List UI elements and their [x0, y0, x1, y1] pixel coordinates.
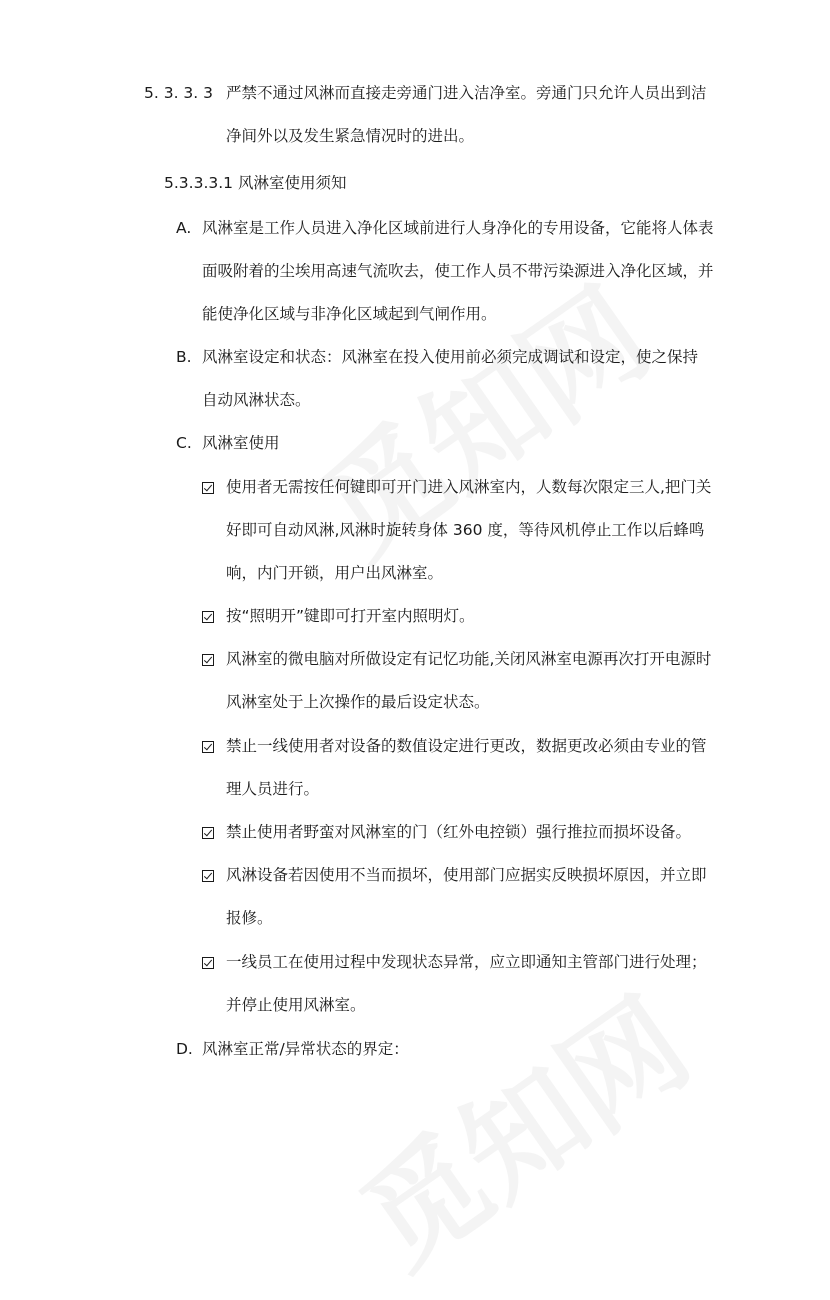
section-5333-line-1: 严禁不通过风淋而直接走旁通门进入洁净室。旁通门只允许人员出到洁: [226, 84, 707, 102]
check-7-line-1: 一线员工在使用过程中发现状态异常，应立即通知主管部门进行处理；: [226, 953, 707, 971]
check-1-line-1: 使用者无需按任何键即可开门进入风淋室内，人数每次限定三人,把门关: [226, 478, 712, 496]
check-6-line-2: 报修。: [226, 909, 273, 927]
item-a-line-2: 面吸附着的尘埃用高速气流吹去，使工作人员不带污染源进入净化区域，并: [202, 262, 714, 280]
item-b-line-1: 风淋室设定和状态：风淋室在投入使用前必须完成调试和设定，使之保持: [202, 348, 699, 366]
check-7-line-2: 并停止使用风淋室。: [226, 996, 366, 1014]
item-a-line-3: 能使净化区域与非净化区域起到气闸作用。: [202, 305, 497, 323]
check-2-line-1: 按“照明开”键即可打开室内照明灯。: [226, 607, 475, 625]
checkbox-icon: [202, 741, 214, 753]
item-c-label: C.: [176, 434, 192, 452]
checkbox-icon: [202, 482, 214, 494]
check-3-line-1: 风淋室的微电脑对所做设定有记忆功能,关闭风淋室电源再次打开电源时: [226, 650, 712, 668]
item-d-label: D.: [176, 1040, 193, 1058]
section-5333-line-2: 净间外以及发生紧急情况时的进出。: [226, 127, 475, 145]
check-1-line-2: 好即可自动风淋,风淋时旋转身体 360 度，等待风机停止工作以后蜂鸣: [226, 521, 705, 539]
check-5-line-1: 禁止使用者野蛮对风淋室的门（红外电控锁）强行推拉而损坏设备。: [226, 823, 692, 841]
watermark-lower: [323, 952, 717, 1299]
checkbox-icon: [202, 957, 214, 969]
checkbox-icon: [202, 611, 214, 623]
check-6-line-1: 风淋设备若因使用不当而损坏，使用部门应据实反映损坏原因，并立即: [226, 866, 707, 884]
check-1-line-3: 响，内门开锁，用户出风淋室。: [226, 564, 444, 582]
subsection-53331-title: 5.3.3.3.1 风淋室使用须知: [164, 174, 347, 192]
check-4-line-2: 理人员进行。: [226, 780, 320, 798]
check-4-line-1: 禁止一线使用者对设备的数值设定进行更改，数据更改必须由专业的管: [226, 737, 707, 755]
item-a-label: A.: [176, 219, 192, 237]
item-a-line-1: 风淋室是工作人员进入净化区域前进行人身净化的专用设备，它能将人体表: [202, 219, 714, 237]
item-b-line-2: 自动风淋状态。: [202, 391, 311, 409]
checkbox-icon: [202, 870, 214, 882]
check-3-line-2: 风淋室处于上次操作的最后设定状态。: [226, 693, 490, 711]
checkbox-icon: [202, 654, 214, 666]
checkbox-icon: [202, 827, 214, 839]
section-5333-number: 5. 3. 3. 3: [144, 84, 214, 102]
item-b-label: B.: [176, 348, 192, 366]
item-c-title: 风淋室使用: [202, 434, 280, 452]
item-d-title: 风淋室正常/异常状态的界定：: [202, 1040, 409, 1058]
